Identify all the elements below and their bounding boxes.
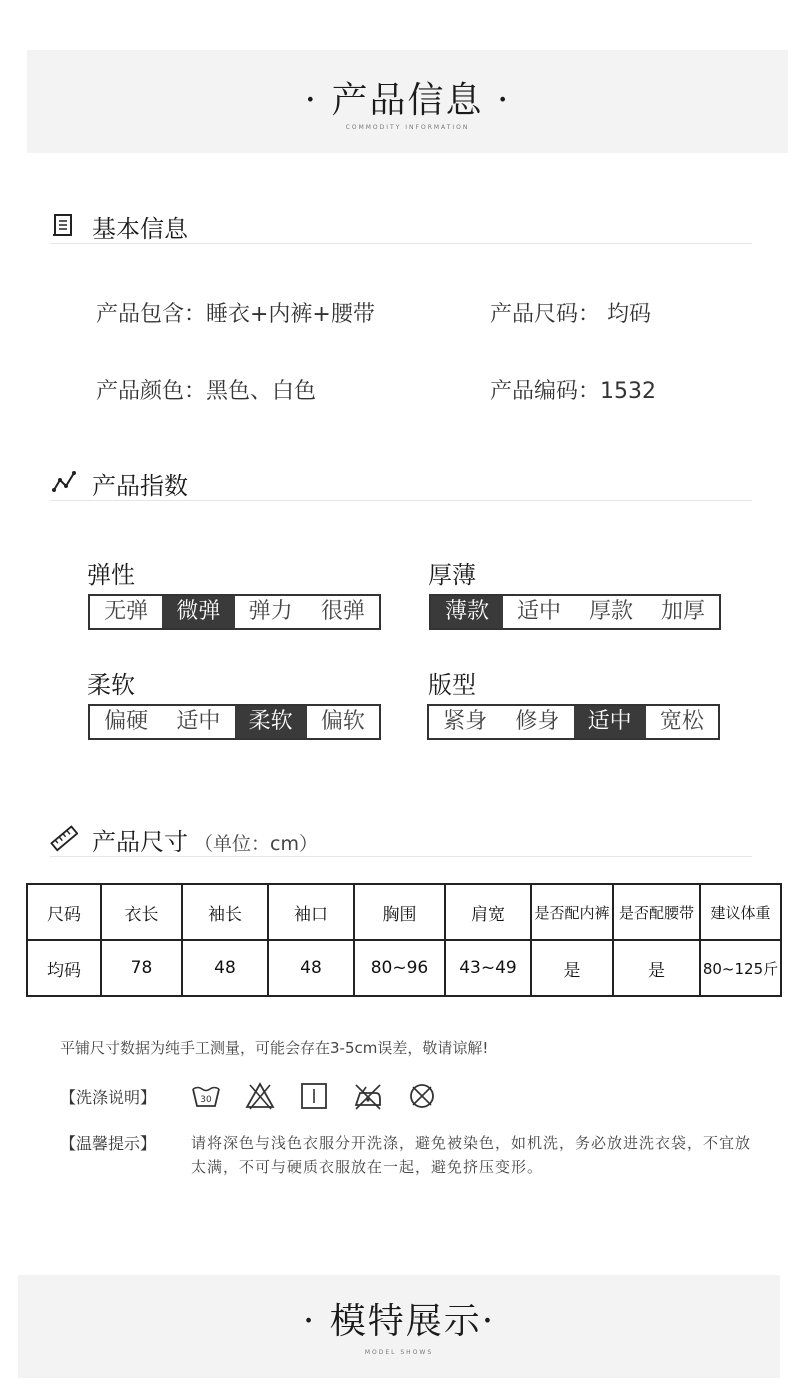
page-subtitle: COMMODITY INFORMATION [345,124,470,131]
scale-option: 适中 [176,709,221,734]
table-row [27,940,781,996]
size-title [92,822,318,857]
wash-instructions-label: 【洗涤说明】 [60,1088,157,1107]
size-header [50,822,752,857]
scale-option: 薄款 [431,596,503,628]
tips-label: 【温馨提示】 [60,1134,157,1153]
basic-info-header [50,209,752,244]
scale-option: 微弹 [162,596,234,628]
table-cell: 80~125斤 [700,940,781,996]
svg-text:30: 30 [200,1095,212,1105]
table-header-cell: 胸围 [354,884,445,940]
wash-30-icon [190,1080,222,1112]
scale-option: 很弹 [320,599,365,624]
scale-option: 弹力 [248,599,293,624]
table-header-cell: 袖口 [268,884,354,940]
size-heading: 产品尺寸 [92,828,188,856]
table-cell: 78 [101,940,182,996]
scale-option: 适中 [574,706,646,738]
scale-option: 宽松 [659,709,704,734]
thickness-title: 厚薄 [428,561,476,589]
table-header-row [27,884,781,940]
page-title: · 产品信息 · [304,80,511,121]
scale-option: 适中 [516,599,561,624]
table-cell: 是 [613,940,700,996]
no-bleach-icon [244,1080,276,1112]
table-cell: 43~49 [445,940,531,996]
product-code: 产品编码：1532 [490,379,656,404]
scale-option: 修身 [515,709,560,734]
table-cell: 均码 [27,940,101,996]
table-header-cell: 袖长 [182,884,268,940]
line-dry-icon [298,1080,330,1112]
wash-icons [190,1080,438,1112]
footer-banner [18,1275,780,1378]
measurement-note: 平铺尺寸数据为纯手工测量，可能会存在3-5cm误差，敬请谅解! [60,1039,489,1057]
size-unit: （单位：cm） [194,833,318,855]
elasticity-scale [88,594,381,630]
scale-option: 无弹 [104,599,149,624]
scale-option: 加厚 [660,599,705,624]
line-chart-icon [50,468,78,496]
product-size: 产品尺码： 均码 [490,302,651,327]
table-cell: 48 [268,940,354,996]
fit-title: 版型 [428,671,476,699]
elasticity-title: 弹性 [87,561,135,589]
table-cell: 48 [182,940,268,996]
table-header-cell: 建议体重 [700,884,781,940]
document-icon [50,211,78,239]
fit-scale [427,704,720,740]
softness-title: 柔软 [87,671,135,699]
table-header-cell: 是否配腰带 [613,884,700,940]
footer-title: · 模特展示· [302,1301,496,1342]
table-header-cell: 是否配内裤 [531,884,613,940]
index-header [50,466,752,501]
table-cell: 是 [531,940,613,996]
table-header-cell: 肩宽 [445,884,531,940]
scale-option: 偏硬 [104,709,149,734]
index-title: 产品指数 [92,472,188,500]
footer-subtitle: MODEL SHOWS [364,1349,434,1356]
product-color: 产品颜色：黑色、白色 [96,379,317,404]
tips-text: 请将深色与浅色衣服分开洗涤，避免被染色，如机洗，务必放进洗衣袋，不宜放太满，不可与硬质衣服放在一起，避免挤压变形。 [191,1134,752,1176]
size-table [26,883,782,997]
softness-scale [88,704,381,740]
scale-option: 柔软 [235,706,307,738]
table-cell: 80~96 [354,940,445,996]
table-header-cell: 衣长 [101,884,182,940]
scale-option: 紧身 [443,709,488,734]
no-dry-clean-icon [406,1080,438,1112]
scale-option: 偏软 [320,709,365,734]
header-banner [27,50,788,153]
basic-info-title: 基本信息 [92,215,188,243]
product-contents: 产品包含：睡衣+内裤+腰带 [96,302,375,327]
no-iron-icon [352,1080,384,1112]
table-header-cell: 尺码 [27,884,101,940]
thickness-scale [429,594,721,630]
scale-option: 厚款 [588,599,633,624]
ruler-icon [50,824,78,852]
